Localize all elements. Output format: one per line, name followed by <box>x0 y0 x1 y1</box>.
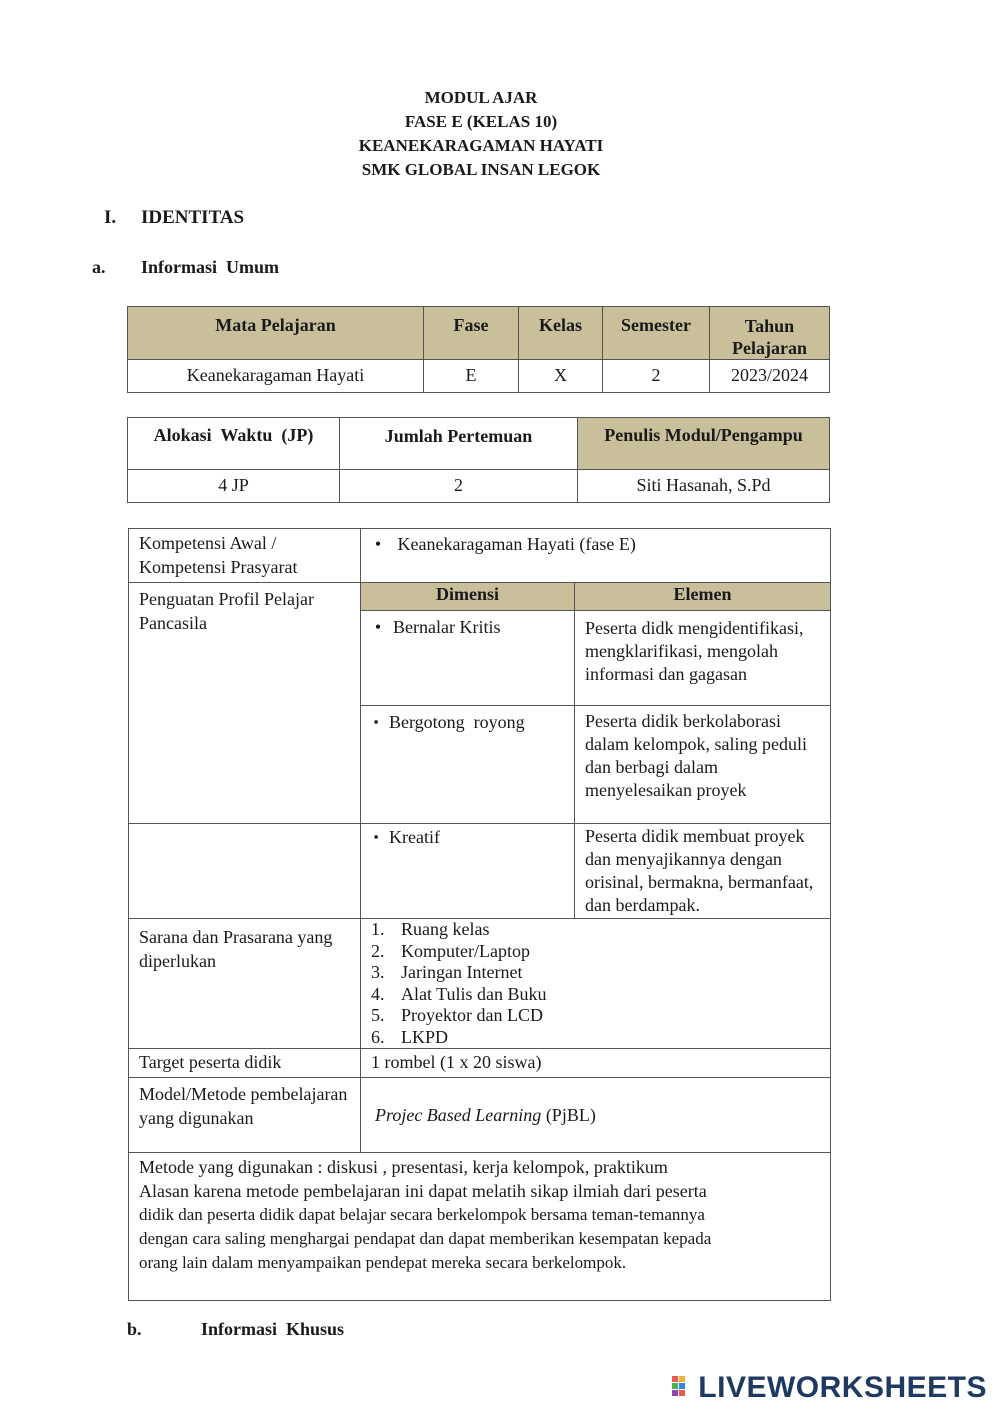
logo-text: LIVEWORKSHEETS <box>698 1371 987 1404</box>
target-value: 1 rombel (1 x 20 siswa) <box>361 1049 831 1078</box>
metode-line: orang lain dalam menyampaikan pendepat mereka secara berkelompok. <box>139 1253 627 1272</box>
detail-table <box>128 528 831 1301</box>
dimensi-item <box>361 706 575 824</box>
metode-line: Metode yang digunakan : diskusi , presentasi, kerja kelompok, praktikum <box>139 1157 668 1177</box>
document-title <box>0 86 962 182</box>
title-line-2: FASE E (KELAS 10) <box>404 112 558 131</box>
list-item: 1. Ruang kelas <box>371 919 490 939</box>
value-fase: E <box>424 360 519 393</box>
header-alokasi-waktu: Alokasi Waktu (JP) <box>128 418 340 470</box>
header-penulis-modul: Penulis Modul/Pengampu <box>578 418 830 470</box>
bullet-icon: • <box>374 534 382 554</box>
value-penulis-modul: Siti Hasanah, S.Pd <box>578 470 830 503</box>
header-tahun-pelajaran: Tahun Pelajaran <box>710 307 830 360</box>
list-item: 3. Jaringan Internet <box>371 962 523 982</box>
header-mata-pelajaran: Mata Pelajaran <box>128 307 424 360</box>
header-jumlah-pertemuan: Jumlah Pertemuan <box>340 418 578 470</box>
dimensi-name: Bernalar Kritis <box>393 617 501 637</box>
subsection-b-number: b. <box>127 1319 142 1339</box>
dimensi-name: Bergotong royong <box>389 712 525 732</box>
profil-label: Penguatan Profil Pelajar Pancasila <box>139 589 314 633</box>
title-line-4: SMK GLOBAL INSAN LEGOK <box>361 160 601 179</box>
elemen-text: Peserta didik berkolaborasi dalam kelompok, saling peduli dan berbagi dalam menyelesaikan proyek <box>575 706 831 824</box>
dimensi-item <box>361 824 575 919</box>
elemen-header: Elemen <box>575 583 831 611</box>
liveworksheets-logo <box>672 1371 987 1405</box>
dimensi-header: Dimensi <box>361 583 575 611</box>
model-value-italic: Projec Based Learning <box>375 1104 542 1125</box>
section-number: I. <box>104 207 117 228</box>
info-umum-table <box>127 306 830 393</box>
metode-line: Alasan karena metode pembelajaran ini dapat melatih sikap ilmiah dari peserta <box>139 1181 707 1201</box>
list-item: 6. LKPD <box>371 1026 449 1047</box>
model-value-rest: (PjBL) <box>541 1104 596 1125</box>
list-item: 5. Proyektor dan LCD <box>371 1005 543 1025</box>
empty-label-cell <box>129 824 361 919</box>
sarana-label: Sarana dan Prasarana yang diperlukan <box>139 927 333 971</box>
value-semester: 2 <box>603 360 710 393</box>
metode-line: dengan cara saling menghargai pendapat dan dapat memberikan kesempatan kepada <box>139 1229 712 1248</box>
value-mata-pelajaran: Keanekaragaman Hayati <box>128 360 424 393</box>
metode-line: didik dan peserta didik dapat belajar secara berkelompok bersama teman-temannya <box>139 1205 705 1224</box>
list-item: 4. Alat Tulis dan Buku <box>371 983 547 1004</box>
header-fase: Fase <box>424 307 519 360</box>
dimensi-name: Kreatif <box>389 827 440 847</box>
value-jumlah-pertemuan: 2 <box>340 470 578 503</box>
kompetensi-value: Keanekaragaman Hayati (fase E) <box>397 534 636 554</box>
value-alokasi-waktu: 4 JP <box>128 470 340 503</box>
bullet-icon: ▪ <box>373 714 379 729</box>
subsection-b-title: Informasi Khusus <box>201 1319 345 1339</box>
header-semester: Semester <box>603 307 710 360</box>
model-label: Model/Metode pembelajaran yang digunakan <box>139 1084 348 1128</box>
subsection-a-number: a. <box>92 257 106 277</box>
target-label: Target peserta didik <box>139 1052 282 1072</box>
header-kelas: Kelas <box>519 307 603 360</box>
elemen-text: Peserta didk mengidentifikasi, mengklarifikasi, mengolah informasi dan gagasan <box>575 611 831 706</box>
bullet-icon: ▪ <box>373 829 379 844</box>
liveworksheets-icon <box>672 1376 694 1400</box>
model-value <box>361 1078 831 1153</box>
alokasi-table <box>127 417 830 503</box>
value-kelas: X <box>519 360 603 393</box>
kompetensi-value-cell <box>361 529 831 583</box>
title-line-1: MODUL AJAR <box>424 88 538 107</box>
metode-cell <box>129 1153 831 1301</box>
list-item: 2. Komputer/Laptop <box>371 940 530 961</box>
elemen-text: Peserta didik membuat proyek dan menyajikannya dengan orisinal, bermakna, bermanfaat, dan berdampak. <box>575 824 831 919</box>
sarana-list <box>361 919 831 1049</box>
kompetensi-label: Kompetensi Awal / Kompetensi Prasyarat <box>139 533 298 577</box>
subsection-a-title: Informasi Umum <box>141 257 279 277</box>
dimensi-item <box>361 611 575 706</box>
bullet-icon: • <box>374 617 382 637</box>
title-line-3: KEANEKARAGAMAN HAYATI <box>358 136 604 155</box>
section-title: IDENTITAS <box>141 207 245 228</box>
value-tahun-pelajaran: 2023/2024 <box>710 360 830 393</box>
